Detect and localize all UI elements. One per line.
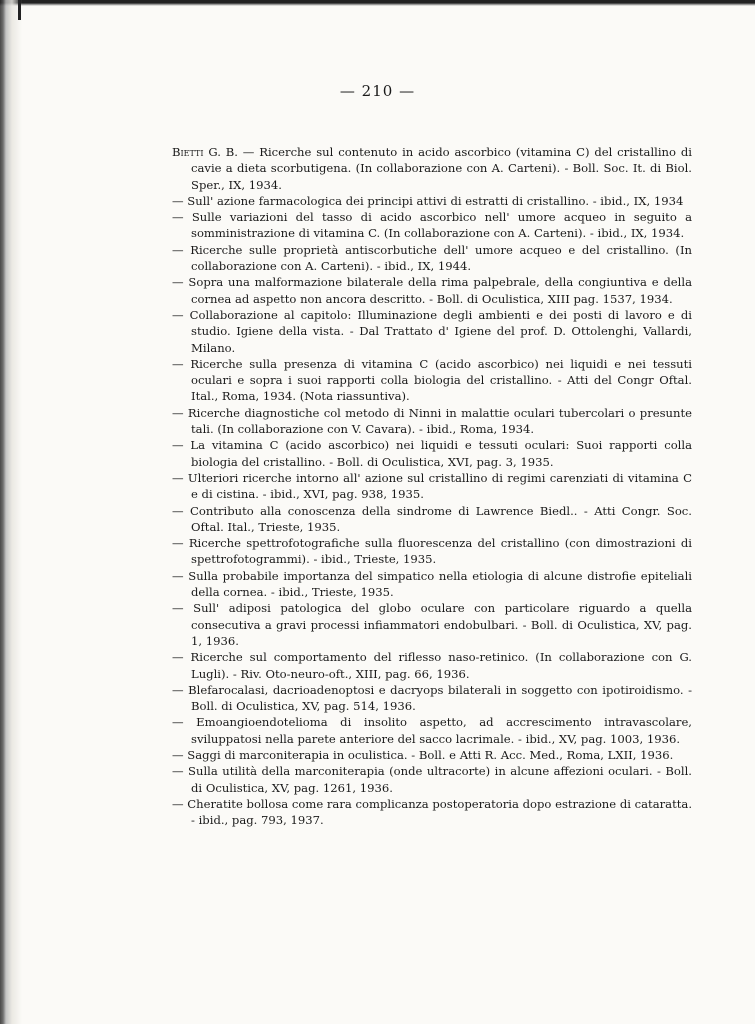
bibliography-entry: — Blefarocalasi, dacrioadenoptosi e dacryops bilaterali in soggetto con ipotiroidismo. - Boll. di Oculistica, XV, pag. 514, 1936. (172, 682, 692, 714)
bibliography-list (172, 144, 692, 828)
bibliography-entry: — La vitamina C (acido ascorbico) nei liquidi e tessuti oculari: Suoi rapporti colla biologia del cristallino. - Boll. di Oculistica, XVI, pag. 3, 1935. (172, 438, 692, 469)
bibliography-entry: — Ricerche sul comportamento del riflesso naso-retinico. (In collaborazione con G. Lugli). - Riv. Oto-neuro-oft., XIII, pag. 66, 1936. (172, 650, 692, 681)
bibliography-entry: — Collaborazione al capitolo: Illuminazione degli ambienti e dei posti di lavoro e di studio. Igiene della vista. - Dal Trattato d' Igiene del prof. D. Ottolenghi, Vallardi, Milano. (172, 307, 692, 355)
bibliography-entry: — Contributo alla conoscenza della sindrome di Lawrence Biedl.. - Atti Congr. Soc. Oftal. Ital., Trieste, 1935. (172, 503, 692, 534)
bibliography-entry: — Sull' adiposi patologica del globo oculare con particolare riguardo a quella consecutiva a gravi processi infiammatori endobulbari. - Boll. di Oculistica, XV, pag. 1, 1936. (172, 601, 692, 648)
scan-left-edge (0, 0, 22, 1024)
bibliography-entry (172, 144, 692, 193)
bibliography-entry: — Emoangioendotelioma di insolito aspetto, ad accrescimento intravascolare, sviluppatosi nella parete anteriore del sacco lacrimale. - ibid., XV, pag. 1003, 1936. (172, 715, 692, 746)
bibliography-entry: — Ricerche diagnostiche col metodo di Ninni in malattie oculari tubercolari o presunte tali. (In collaborazione con V. Cavara). - ibid., Roma, 1934. (172, 405, 692, 437)
bibliography-entry: — Sopra una malformazione bilaterale della rima palpebrale, della congiuntiva e della cornea ad aspetto non ancora descritto. - Boll. di Oculistica, XIII pag. 1537, 1934. (172, 275, 692, 306)
entry-author: Bietti G. B. (172, 145, 238, 159)
bibliography-entry: — Ricerche sulle proprietà antiscorbutiche dell' umore acqueo e del cristallino. (In collaborazione con A. Carteni). - ibid., IX, 1944. (172, 242, 692, 274)
scan-top-edge (0, 0, 755, 6)
bibliography-entry: — Ulteriori ricerche intorno all' azione sul cristallino di regimi carenziati di vitamina C e di cistina. - ibid., XVI, pag. 938, 1935. (172, 470, 692, 502)
bibliography-entry: — Cheratite bollosa come rara complicanza postoperatoria dopo estrazione di cataratta. - ibid., pag. 793, 1937. (172, 796, 692, 828)
bibliography-entry: — Sulla utilità della marconiterapia (onde ultracorte) in alcune affezioni oculari. - Boll. di Oculistica, XV, pag. 1261, 1936. (172, 764, 692, 795)
bibliography-entry: — Sull' azione farmacologica dei principi attivi di estratti di cristallino. - ibid., IX, 1934 (172, 193, 684, 208)
bibliography-entry: — Sulle variazioni del tasso di acido ascorbico nell' umore acqueo in seguito a somministrazione di vitamina C. (In collaborazione con A. Carteni). - ibid., IX, 1934. (172, 210, 692, 241)
bibliography-entry: — Saggi di marconiterapia in oculistica. - Boll. e Atti R. Acc. Med., Roma, LXII, 1936. (172, 747, 674, 762)
scan-corner-mark (18, 0, 21, 20)
page-number: — 210 — (339, 82, 416, 100)
bibliography-entry: — Sulla probabile importanza del simpatico nella etiologia di alcune distrofie epiteliali della cornea. - ibid., Trieste, 1935. (172, 568, 692, 600)
bibliography-entry: — Ricerche spettrofotografiche sulla fluorescenza del cristallino (con dimostrazioni di spettrofotogrammi). - ibid., Trieste, 1935. (172, 536, 692, 567)
bibliography-entry: — Ricerche sulla presenza di vitamina C (acido ascorbico) nei liquidi e nei tessuti oculari e sopra i suoi rapporti colla biologia del cristallino. - Atti del Congr Oftal. Ital., Roma, 1934. (Nota riassuntiva). (172, 356, 692, 404)
entry-text: — Ricerche sul contenuto in acido ascorbico (vitamina C) del cristallino di cavie a dieta scorbutigena. (In collaborazione con A. Carteni). - Boll. Soc. It. di Biol. Sper., IX, 1934. (191, 145, 692, 192)
